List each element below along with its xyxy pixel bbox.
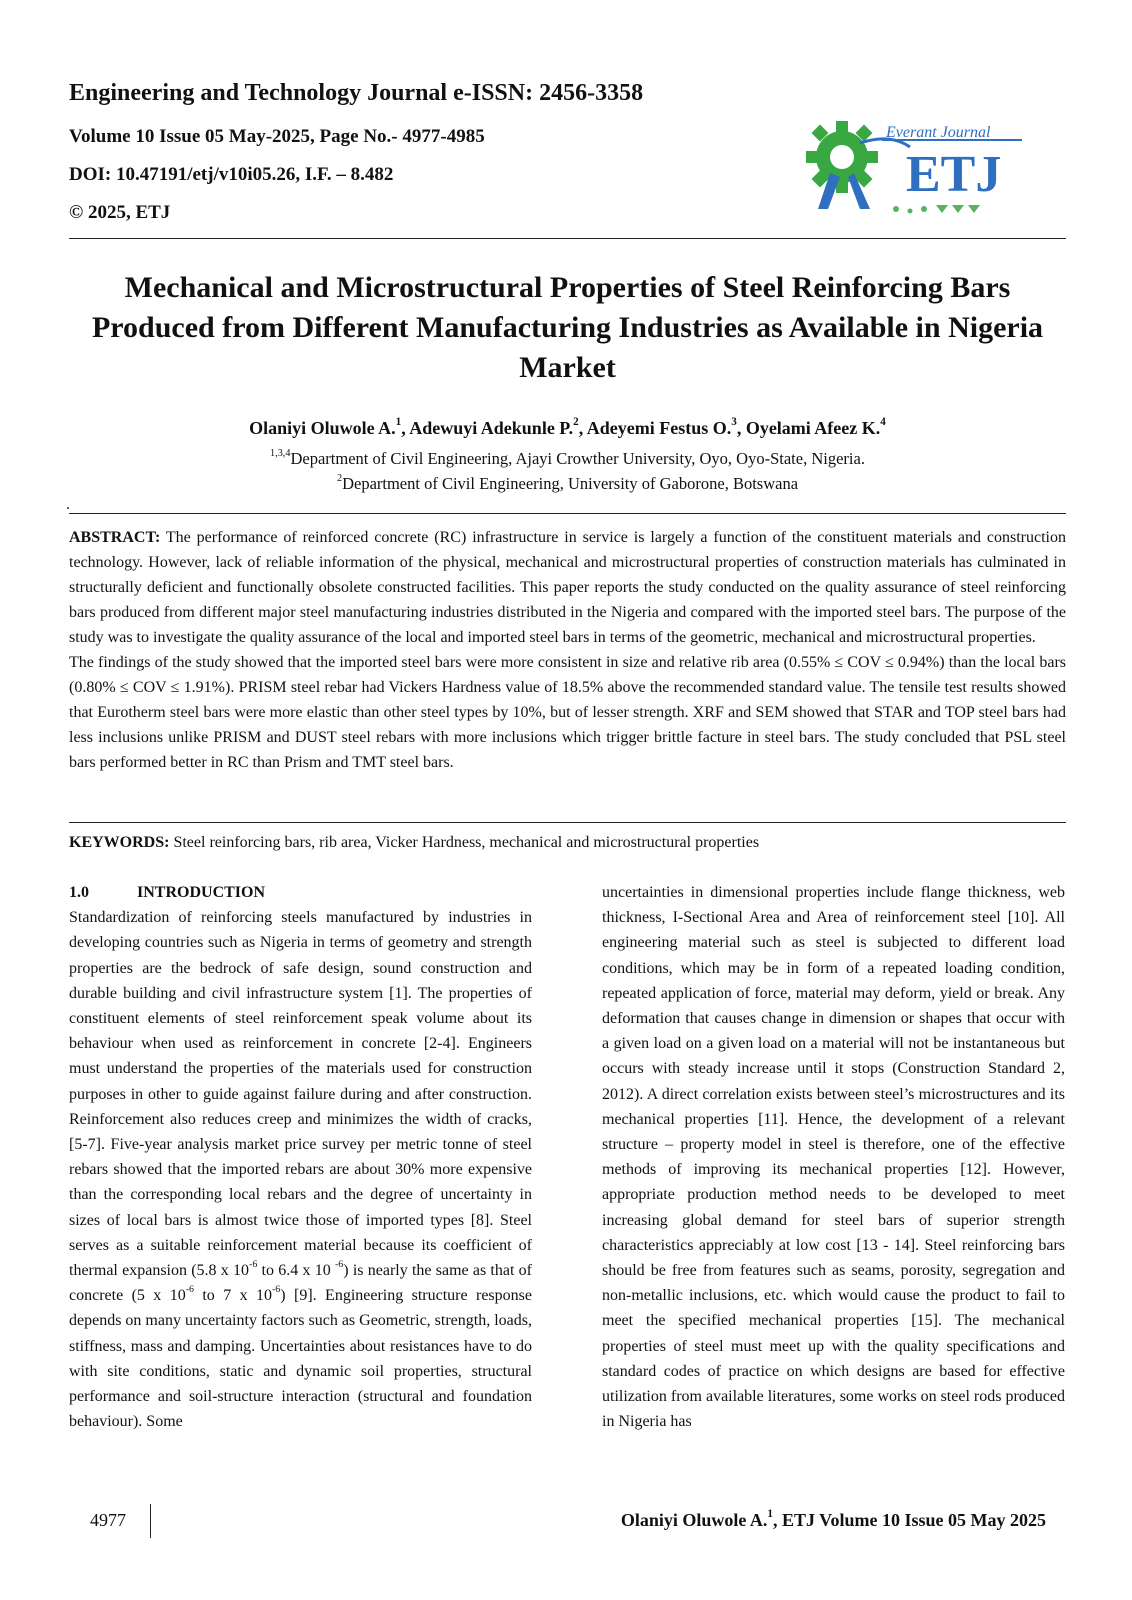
author-list: Olaniyi Oluwole A.$^1$, Adewuyi Adekunle P.$^2$, Adeyemi Festus O.$^3$, Oyelami Afeez K.$^4$ bbox=[249, 416, 886, 438]
body-right-column bbox=[602, 880, 1065, 1434]
author-name: Oyelami Afeez K. bbox=[745, 418, 881, 438]
author-sup: 4 bbox=[880, 416, 886, 429]
abstract-p1: The performance of reinforced concrete (RC) infrastructure in service is largely a function of the constituent materials and construction technology. However, lack of reliable information of the physical, mechanical and microstructural properties of construction materials has culminated in structurally deficient and functionally obsolete constructed facilities. This paper reports the study conducted on the quality assurance of steel reinforcing bars produced from different major steel manufacturing industries distributed in the Nigeria and compared with the imported steel bars. The purpose of the study was to investigate the quality assurance of the local and imported steel bars in terms of the geometric, mechanical and microstructural properties. bbox=[69, 529, 1066, 646]
keywords bbox=[69, 830, 1066, 855]
logo-top-text: Everant Journal bbox=[886, 124, 991, 141]
running-footer: Olaniyi Oluwole A.$^1$, ETJ Volume 10 Issue 05 May 2025 bbox=[620, 1508, 1046, 1530]
stray-dot: . bbox=[66, 496, 70, 513]
doi-info: DOI: 10.47191/etj/v10i05.26, I.F. – 8.482 bbox=[69, 164, 394, 185]
author-name: Olaniyi Oluwole A. bbox=[249, 418, 396, 438]
abstract-bottom-rule bbox=[69, 822, 1066, 823]
section-number: 1.0 bbox=[69, 884, 89, 901]
page-number: 4977 bbox=[90, 1510, 126, 1530]
paper-title: Mechanical and Microstructural Properties of Steel Reinforcing Bars Produced from Different Manufacturing Industries as Available in Nigeria Market bbox=[91, 271, 1044, 384]
abstract-top-rule bbox=[69, 513, 1066, 514]
author-name: Adeyemi Festus O. bbox=[586, 418, 732, 438]
footer-divider bbox=[150, 1504, 151, 1538]
intro-paragraph-right: uncertainties in dimensional properties include flange thickness, web thickness, I-Sectional Area and Area of reinforcement steel [10]. All engineering material such as steel is subjected to different load conditions, which may be in form of a repeated loading condition, repeated application of force, material may deform, yield or break. Any deformation that causes change in dimension or shapes that occur with a given load on a given load on a material will not be instantaneous but occurs with steady increase until it stops (Construction Standard 2, 2012). A direct correlation exists between steel’s microstructures and its mechanical properties [11]. Hence, the development of a relevant structure – property model in steel is therefore, one of the effective methods of improving its mechanical properties [12]. However, appropriate production method needs to be developed to meet increasing global demand for steel bars of superior strength characteristics appreciably at low cost [13 - 14]. Steel reinforcing bars should be free from features such as seams, porosity, segregation and non-metallic inclusions, etc. which would cause the product to fail to meet the specified mechanical properties [15]. The mechanical properties of steel must meet up with the quality specifications and standard codes of practice on which designs are based for effective utilization from available literatures, some works on steel rods produced in Nigeria has bbox=[602, 884, 1065, 1431]
journal-name: Engineering and Technology Journal e-ISSN: 2456-3358 bbox=[69, 80, 644, 106]
body-left-column bbox=[69, 880, 532, 1434]
author-sup: 3 bbox=[731, 416, 737, 429]
author-name: Adewuyi Adekunle P. bbox=[409, 418, 574, 438]
affiliation-2: $^2$Department of Civil Engineering, University of Gaborone, Botswana bbox=[336, 472, 799, 493]
copyright: © 2025, ETJ bbox=[69, 202, 171, 223]
author-sup: 2 bbox=[573, 416, 579, 429]
etj-logo bbox=[800, 113, 1030, 225]
abstract bbox=[69, 525, 1066, 775]
volume-info: Volume 10 Issue 05 May-2025, Page No.- 4977-4985 bbox=[69, 126, 485, 147]
logo-main-text: ETJ bbox=[906, 146, 1002, 203]
section-title: INTRODUCTION bbox=[137, 884, 266, 901]
affiliation-1: $^{1,3,4}$Department of Civil Engineering, Ajayi Crowther University, Oyo, Oyo-State, Nigeria. bbox=[270, 447, 865, 468]
section-heading bbox=[69, 880, 532, 905]
intro-paragraph-left: Standardization of reinforcing steels manufactured by industries in developing countries such as Nigeria in terms of geometry and strength properties are the bedrock of safe design, sound construction and durable building and civil infrastructure system [1]. The properties of constituent elements of steel reinforcement speak volume about its behaviour when used as reinforcement in concrete [2-4]. Engineers must understand the properties of the materials used for construction purposes in other to guide against failure during and after construction. Reinforcement also reduces creep and minimizes the width of cracks, [5-7]. Five-year analysis market price survey per metric tonne of steel rebars showed that the imported rebars are about 30% more expensive than the corresponding local rebars and the degree of uncertainty in sizes of local bars is almost twice those of imported types [8]. Steel serves as a suitable reinforcement material because its coefficient of thermal expansion (5.8 x $10^{-6}$ to 6.4 x 10 $^{-6}$) is nearly the same as that of concrete (5 x $10^{-6}$ to 7 x $10^{-6}$) [9]. Engineering structure response depends on many uncertainty factors such as Geometric, strength, loads, stiffness, mass and damping. Uncertainties about resistances have to do with site conditions, static and dynamic soil properties, structural performance and soil-structure interaction (structural and foundation behaviour). Some bbox=[69, 909, 532, 1431]
keywords-text: Steel reinforcing bars, rib area, Vicker Hardness, mechanical and microstructural properties bbox=[169, 834, 760, 851]
abstract-label: ABSTRACT: bbox=[69, 529, 161, 546]
keywords-label: KEYWORDS: bbox=[69, 834, 170, 851]
author-sup: 1 bbox=[395, 416, 402, 429]
header-rule bbox=[69, 238, 1066, 239]
abstract-p2: The findings of the study showed that the imported steel bars were more consistent in size and relative rib area (0.55% ≤ COV ≤ 0.94%) than the local bars (0.80% ≤ COV ≤ 1.91%). PRISM steel rebar had Vickers Hardness value of 18.5% above the recommended standard value. The tensile test results showed that Eurotherm steel bars were more elastic than other steel types by 10%, but of lesser strength. XRF and SEM showed that STAR and TOP steel bars had less inclusions unlike PRISM and DUST steel rebars with more inclusions which trigger brittle facture in steel bars. The study concluded that PSL steel bars performed better in RC than Prism and TMT steel bars. bbox=[69, 654, 1066, 771]
